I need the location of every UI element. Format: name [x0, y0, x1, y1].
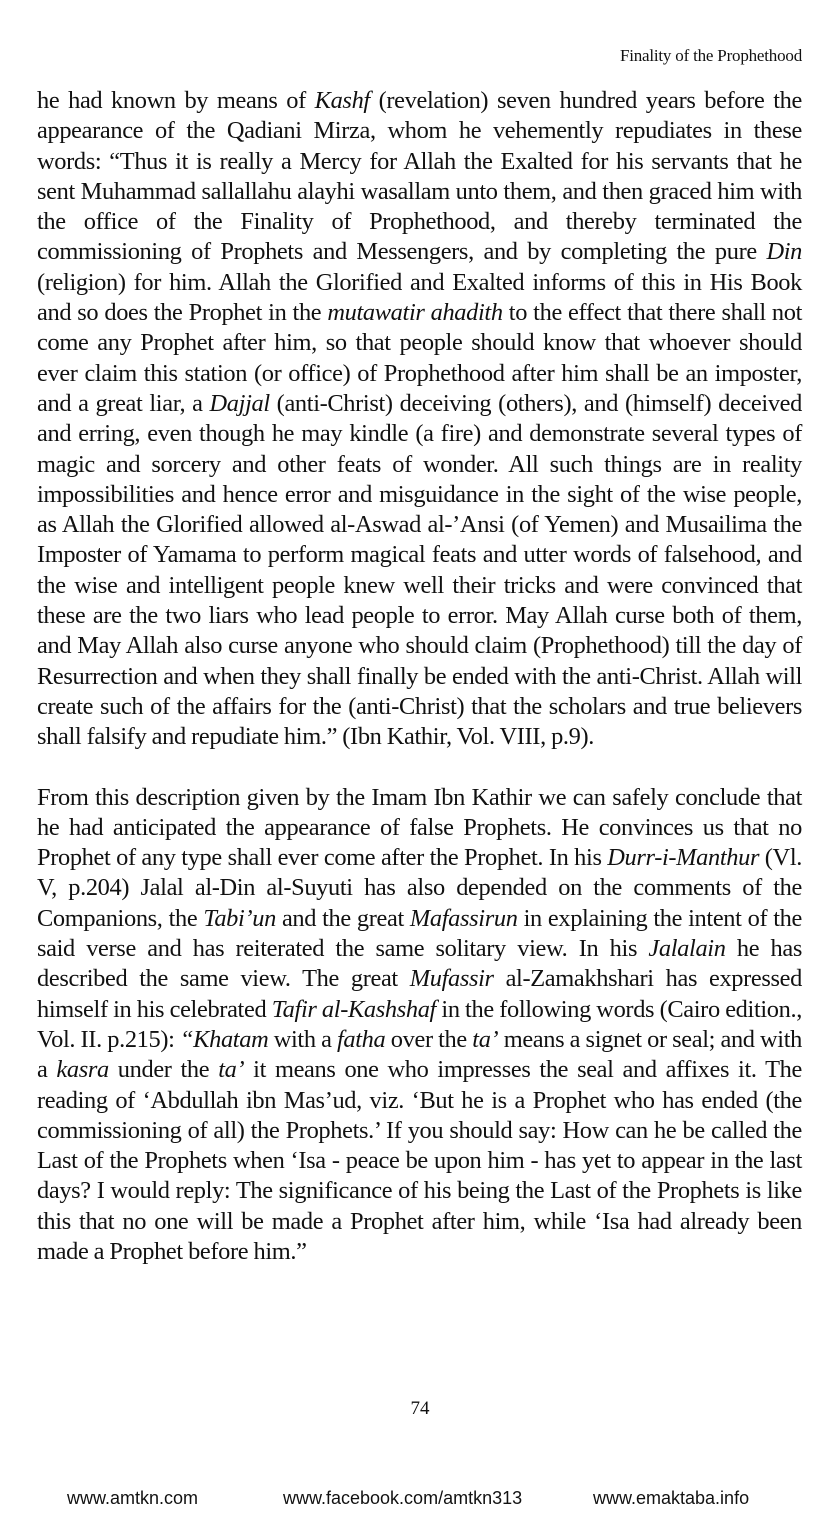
italic-term: kasra [56, 1056, 109, 1084]
italic-term: Tabi’un [203, 904, 276, 932]
italic-term: ta’ [218, 1056, 245, 1084]
italic-term: Durr-i-Manthur [607, 844, 760, 872]
italic-term: Jalalain [648, 935, 726, 963]
footer-link-emaktaba[interactable]: www.emaktaba.info [593, 1488, 750, 1508]
italic-term: Din [766, 238, 802, 266]
italic-term: Tafir al-Kashshaf [271, 995, 436, 1023]
footer-link-facebook[interactable]: www.facebook.com/amtkn313 [283, 1488, 523, 1508]
italic-term: “Khatam [179, 1025, 269, 1053]
paragraph: he had known by means of Kashf (revelation) seven hundred years before the appearance of the Qadiani Mirza, whom he vehemently repudiates in these words: “Thus it is really a Mercy for Allah the Exalted for his servants that he sent Muhammad sallallahu alayhi wasallam unto them, and then graced him with the office of the Finality of Prophethood, and thereby terminated the commissioning of Prophets and Messengers, and by completing the pure Din (religion) for him. Allah the Glorified and Exalted informs of this in His Book and so does the Prophet in the mutawatir ahadith to the effect that there shall not come any Prophet after him, so that people should know that whoever should ever claim this station (or office) of Prophethood after him shall be an imposter, and a great liar, a Dajjal (anti-Christ) deceiving (others), and (himself) deceived and erring, even though he may kindle (a fire) and demonstrate several types of magic and sorcery and other feats of wonder. All such things are in reality impossibilities and hence error and misguidance in the sight of the wise people, as Allah the Glorified allowed al-Aswad al-’Ansi (of Yemen) and Musailima the Imposter of Yamama to perform magical feats and utter words of falsehood, and the wise and intelligent people knew well their tricks and were convinced that these are the two liars who lead people to error. May Allah curse both of them, and May Allah also curse anyone who should claim (Prophethood) till the day of Resurrection and when they shall finally be ended with the anti-Christ. Allah will create such of the affairs for the (anti-Christ) that the scholars and true believers shall falsify and repudiate him.” (Ibn Kathir, Vol. VIII, p.9). [37, 87, 802, 751]
footer-link-amtkn[interactable]: www.amtkn.com [67, 1488, 199, 1508]
paragraph: From this description given by the Imam Ibn Kathir we can safely conclude that he had anticipated the appearance of false Prophets. He convinces us that no Prophet of any type shall ever come after the Prophet. In his Durr-i-Manthur (Vl. V, p.204) Jalal al-Din al-Suyuti has also depended on the comments of the Companions, the Tabi’un and the great Mafassirun in explaining the intent of the said verse and has reiterated the same solitary view. In his Jalalain he has described the same view. The great Mufassir al-Zamakhshari has expressed himself in his celebrated Tafir al-Kashshaf in the following words (Cairo edition., Vol. II. p.215): “Khatam with a fatha over the ta’ means a signet or seal; and with a kasra under the ta’ it means one who impresses the seal and affixes it. The reading of ‘Abdullah ibn Mas’ud, viz. ‘But he is a Prophet who has ended (the commissioning of all) the Prophets.’ If you should say: How can he be called the Last of the Prophets when ‘Isa - peace be upon him - has yet to appear in the last days? I would reply: The significance of his being the Last of the Prophets is like this that no one will be made a Prophet after him, while ‘Isa had already been made a Prophet before him.” [37, 783, 803, 1265]
italic-term: Kashf [314, 87, 370, 114]
italic-term: fatha [336, 1025, 386, 1053]
italic-term: Mafassirun [409, 904, 518, 932]
running-header: Finality of the Prophethood [619, 46, 802, 65]
italic-term: ta’ [472, 1025, 499, 1053]
page-body [37, 86, 802, 1267]
page-number: 74 [410, 1398, 430, 1419]
italic-term: Dajjal [209, 389, 270, 417]
italic-term: mutawatir ahadith [327, 299, 503, 327]
italic-term: Mufassir [409, 965, 494, 993]
